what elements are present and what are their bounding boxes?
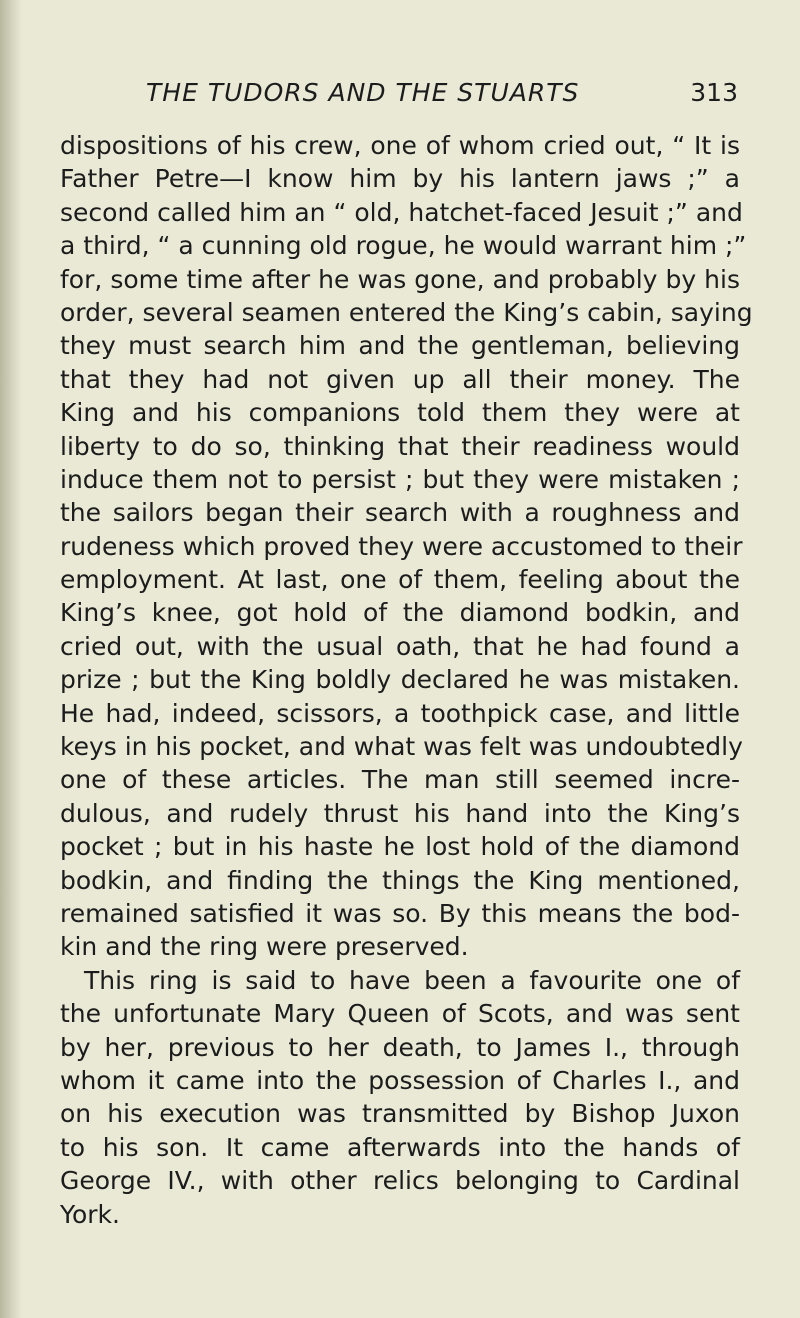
text-line: pocket ; but in his haste he lost hold of the diamond: [60, 832, 740, 862]
text-line: that they had not given up all their money. The: [60, 364, 740, 394]
text-line: bodkin, and finding the things the King mentioned,: [60, 865, 740, 895]
running-head: THE TUDORS AND THE STUARTS: [146, 78, 580, 107]
text-line: dulous, and rudely thrust his hand into the King’s: [60, 798, 740, 828]
text-line: rudeness which proved they were accustomed to their: [60, 531, 743, 561]
text-line: one of these articles. The man still seemed incre-: [60, 765, 740, 795]
text-line: whom it came into the possession of Charles I., and: [60, 1065, 740, 1095]
page-edge-shadow: [0, 0, 22, 1318]
text-line: a third, “ a cunning old rogue, he would warrant him ;”: [60, 231, 747, 261]
text-line: order, several seamen entered the King’s cabin, saying: [60, 297, 753, 327]
text-line: for, some time after he was gone, and probably by his: [60, 264, 740, 294]
text-line: remained satisfied it was so. By this means the bod-: [60, 898, 740, 928]
body-text: [60, 129, 753, 1231]
paragraph: [60, 129, 753, 964]
text-line: on his execution was transmitted by Bishop Juxon: [60, 1099, 740, 1129]
text-line: prize ; but the King boldly declared he was mistaken.: [60, 665, 740, 695]
text-line: This ring is said to have been a favourite one of: [84, 965, 740, 995]
text-line: employment. At last, one of them, feeling about the: [60, 565, 740, 595]
text-line: King’s knee, got hold of the diamond bodkin, and: [60, 598, 740, 628]
text-line: the sailors began their search with a roughness and: [60, 498, 740, 528]
text-line: cried out, with the usual oath, that he had found a: [60, 631, 740, 661]
text-line: kin and the ring were preserved.: [60, 932, 469, 962]
text-line: He had, indeed, scissors, a toothpick case, and little: [60, 698, 740, 728]
text-line: King and his companions told them they were at: [60, 398, 740, 428]
text-line: induce them not to persist ; but they were mistaken ;: [60, 464, 740, 494]
text-line: liberty to do so, thinking that their readiness would: [60, 431, 740, 461]
text-line: second called him an “ old, hatchet-faced Jesuit ;” and: [60, 197, 743, 227]
text-line: the unfortunate Mary Queen of Scots, and was sent: [60, 999, 740, 1029]
paragraph: [60, 964, 740, 1231]
text-line: by her, previous to her death, to James I., through: [60, 1032, 740, 1062]
text-line: they must search him and the gentleman, believing: [60, 331, 740, 361]
text-line: keys in his pocket, and what was felt was undoubtedly: [60, 732, 743, 762]
text-line: Father Petre—I know him by his lantern jaws ;” a: [60, 164, 740, 194]
text-line: to his son. It came afterwards into the hands of: [60, 1132, 740, 1162]
page-header: [60, 76, 740, 120]
text-line: dispositions of his crew, one of whom cried out, “ It is: [60, 131, 740, 160]
page-number: 313: [690, 78, 738, 107]
text-line: York.: [60, 1199, 120, 1229]
text-line: George IV., with other relics belonging to Cardinal: [60, 1166, 740, 1196]
